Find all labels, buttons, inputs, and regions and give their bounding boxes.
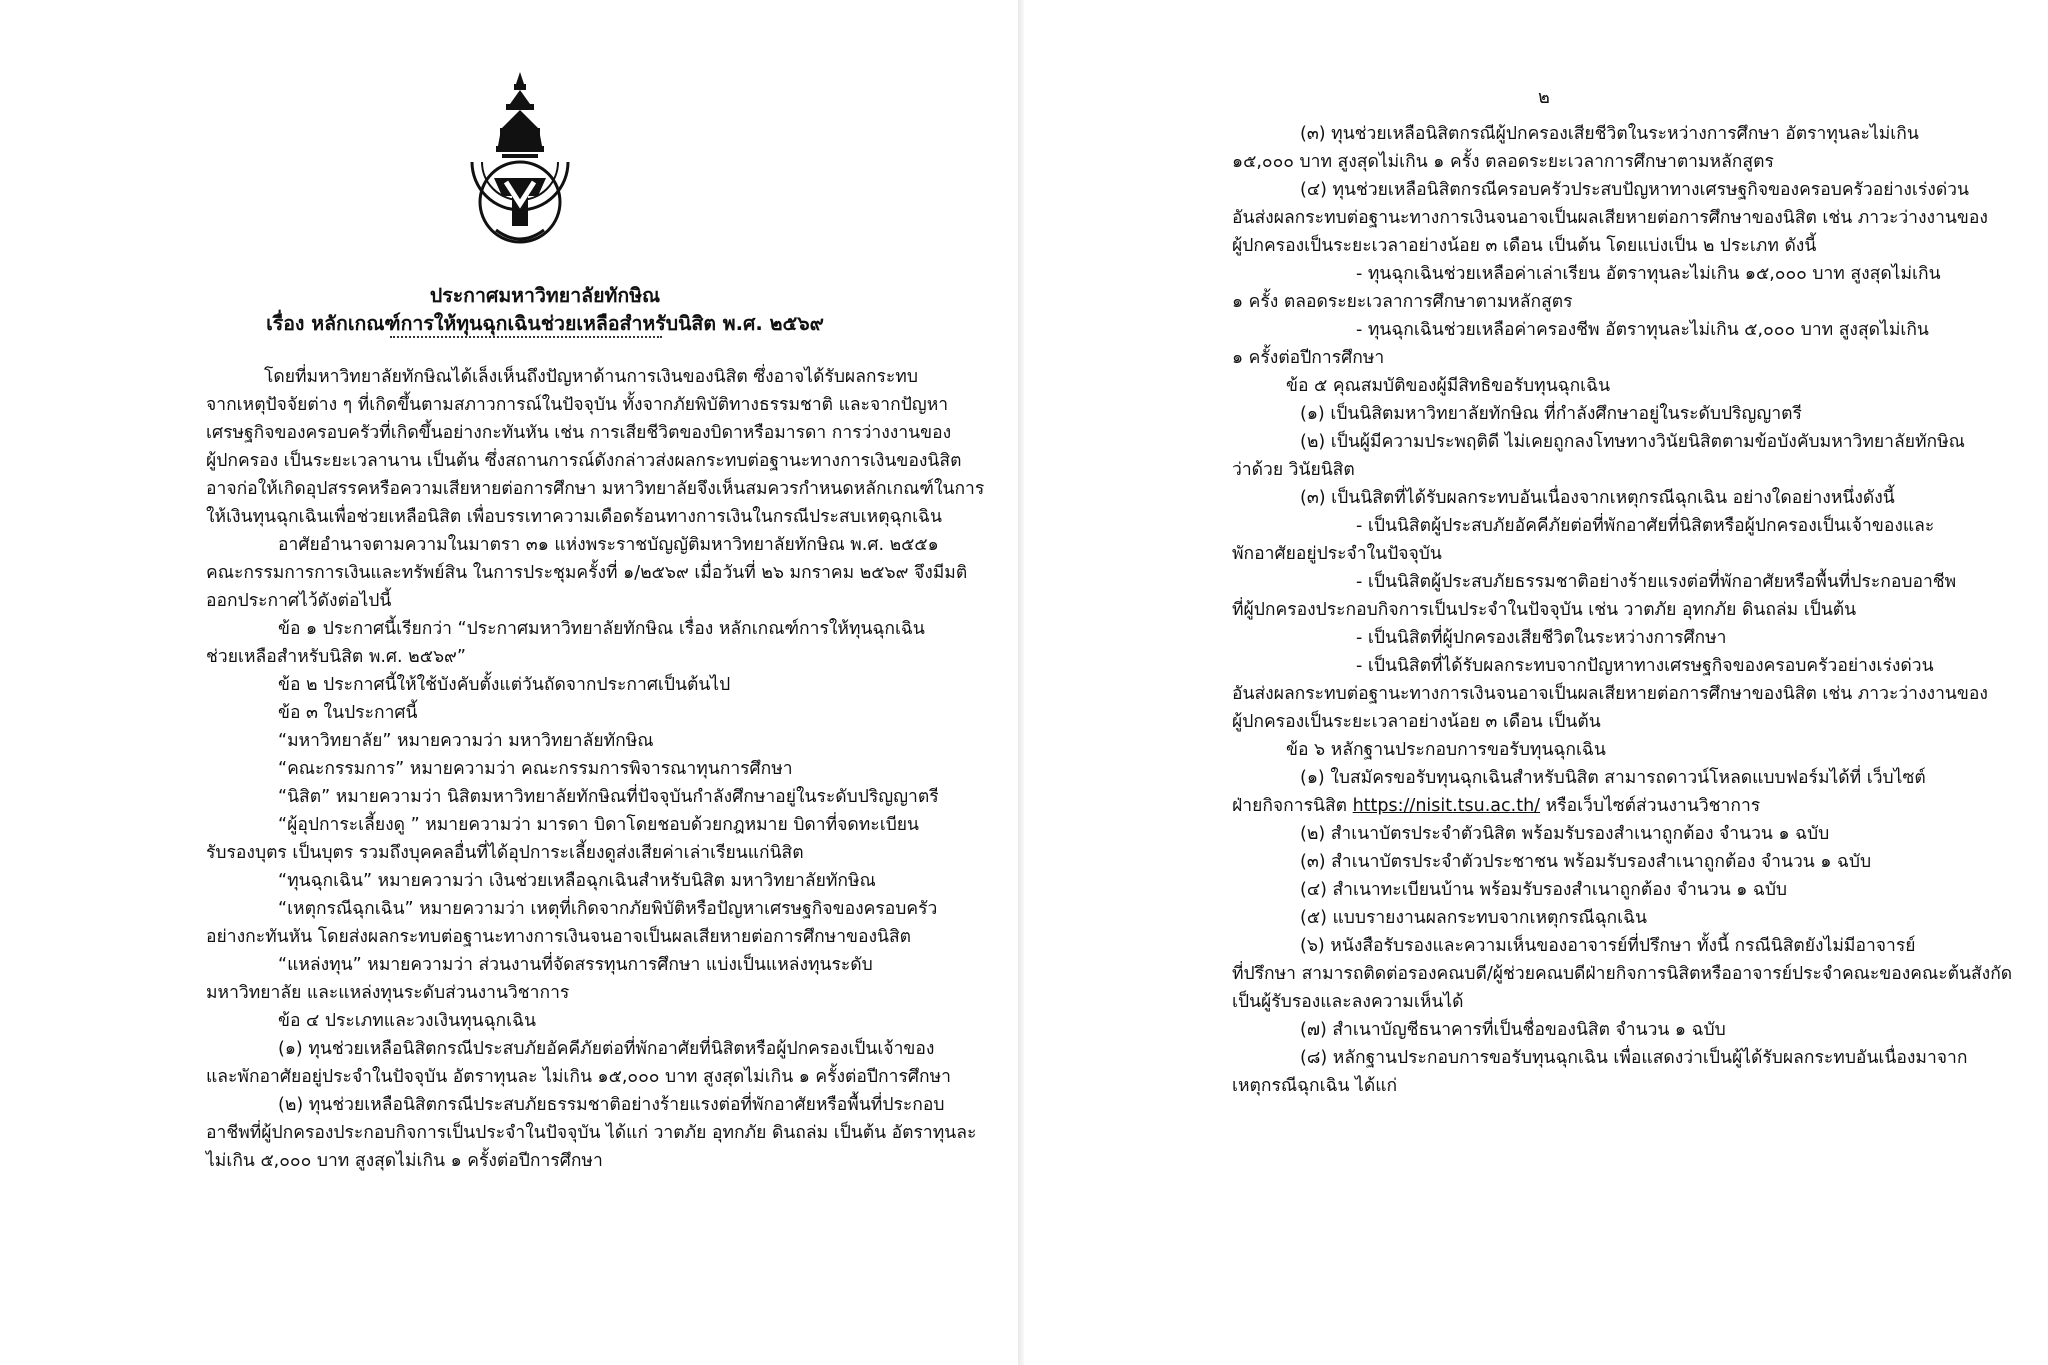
- link-suffix: หรือเว็บไซต์ส่วนงานวิชาการ: [1540, 796, 1761, 816]
- text-line: เหตุกรณีฉุกเฉิน ได้แก่: [1232, 1076, 1398, 1096]
- clause-3: ข้อ ๓ ในประกาศนี้: [278, 703, 418, 723]
- definition-line: “คณะกรรมการ” หมายความว่า คณะกรรมการพิจารณาทุนการศึกษา: [278, 759, 793, 779]
- clause-5: ข้อ ๕ คุณสมบัติของผู้มีสิทธิขอรับทุนฉุกเฉิน: [1286, 376, 1611, 396]
- announcement-subject: เรื่อง หลักเกณฑ์การให้ทุนฉุกเฉินช่วยเหลือสำหรับนิสิต พ.ศ. ๒๕๖๙: [266, 312, 824, 335]
- text-line: (๑) เป็นนิสิตมหาวิทยาลัยทักษิณ ที่กำลังศึกษาอยู่ในระดับปริญญาตรี: [1300, 404, 1802, 424]
- text-line: (๑) ใบสมัครขอรับทุนฉุกเฉินสำหรับนิสิต สามารถดาวน์โหลดแบบฟอร์มได้ที่ เว็บไซต์: [1300, 768, 1926, 788]
- text-line: อาชีพที่ผู้ปกครองประกอบกิจการเป็นประจำในปัจจุบัน ได้แก่ วาตภัย อุทกภัย ดินถล่ม เป็นต้น อัตราทุนละ: [206, 1123, 977, 1143]
- text-line: ที่ปรึกษา สามารถติดต่อรองคณบดี/ผู้ช่วยคณบดีฝ่ายกิจการนิสิตหรืออาจารย์ประจำคณะของคณะต้นสังกัด: [1232, 964, 2013, 984]
- text-line: อาจก่อให้เกิดอุปสรรคหรือความเสียหายต่อการศึกษา มหาวิทยาลัยจึงเห็นสมควรกำหนดหลักเกณฑ์ในการ: [206, 479, 985, 499]
- announcement-title: ประกาศมหาวิทยาลัยทักษิณ: [429, 284, 661, 307]
- text-line: ๑ ครั้ง ตลอดระยะเวลาการศึกษาตามหลักสูตร: [1232, 292, 1573, 312]
- text-line: ไม่เกิน ๕,๐๐๐ บาท สูงสุดไม่เกิน ๑ ครั้งต่อปีการศึกษา: [206, 1151, 603, 1171]
- text-line: - เป็นนิสิตที่ผู้ปกครองเสียชีวิตในระหว่างการศึกษา: [1356, 628, 1727, 648]
- text-line: [1232, 794, 1760, 818]
- page-1: [0, 0, 1018, 1365]
- text-line-prefix: ฝ่ายกิจการนิสิต: [1232, 796, 1348, 816]
- text-line: โดยที่มหาวิทยาลัยทักษิณได้เล็งเห็นถึงปัญหาด้านการเงินของนิสิต ซึ่งอาจได้รับผลกระทบ: [264, 367, 918, 387]
- text-line: พักอาศัยอยู่ประจำในปัจจุบัน: [1232, 544, 1442, 564]
- definition-line: “มหาวิทยาลัย” หมายความว่า มหาวิทยาลัยทักษิณ: [278, 731, 654, 751]
- text-line: - เป็นนิสิตผู้ประสบภัยอัคคีภัยต่อที่พักอาศัยที่นิสิตหรือผู้ปกครองเป็นเจ้าของและ: [1356, 516, 1935, 536]
- text-line: อย่างกะทันหัน โดยส่งผลกระทบต่อฐานะทางการเงินจนอาจเป็นผลเสียหายต่อการศึกษาของนิสิต: [206, 927, 912, 947]
- text-line: (๓) เป็นนิสิตที่ได้รับผลกระทบอันเนื่องจากเหตุกรณีฉุกเฉิน อย่างใดอย่างหนึ่งดังนี้: [1300, 488, 1895, 508]
- university-logo-icon: [450, 70, 590, 260]
- definition-line: “ทุนฉุกเฉิน” หมายความว่า เงินช่วยเหลือฉุกเฉินสำหรับนิสิต มหาวิทยาลัยทักษิณ: [278, 871, 876, 891]
- text-line: รับรองบุตร เป็นบุตร รวมถึงบุคคลอื่นที่ได้อุปการะเลี้ยงดูส่งเสียค่าเล่าเรียนแก่นิสิต: [206, 843, 804, 863]
- text-line: (๔) ทุนช่วยเหลือนิสิตกรณีครอบครัวประสบปัญหาทางเศรษฐกิจของครอบครัวอย่างเร่งด่วน: [1300, 180, 1969, 200]
- text-line: อันส่งผลกระทบต่อฐานะทางการเงินจนอาจเป็นผลเสียหายต่อการศึกษาของนิสิต เช่น ภาวะว่างงานของ: [1232, 208, 1988, 228]
- text-line: มหาวิทยาลัย และแหล่งทุนระดับส่วนงานวิชาการ: [206, 983, 570, 1003]
- page-number: ๒: [1538, 87, 1550, 108]
- text-line: (๗) สำเนาบัญชีธนาคารที่เป็นชื่อของนิสิต จำนวน ๑ ฉบับ: [1300, 1020, 1726, 1040]
- text-line: อาศัยอำนาจตามความในมาตรา ๓๑ แห่งพระราชบัญญัติมหาวิทยาลัยทักษิณ พ.ศ. ๒๕๕๑: [278, 535, 939, 555]
- definition-line: “เหตุกรณีฉุกเฉิน” หมายความว่า เหตุที่เกิดจากภัยพิบัติหรือปัญหาเศรษฐกิจของครอบครัว: [278, 899, 938, 919]
- text-line: - เป็นนิสิตผู้ประสบภัยธรรมชาติอย่างร้ายแรงต่อที่พักอาศัยหรือพื้นที่ประกอบอาชีพ: [1356, 572, 1957, 592]
- text-line: - ทุนฉุกเฉินช่วยเหลือค่าเล่าเรียน อัตราทุนละไม่เกิน ๑๕,๐๐๐ บาท สูงสุดไม่เกิน: [1356, 264, 1941, 284]
- text-line: เศรษฐกิจของครอบครัวที่เกิดขึ้นอย่างกะทันหัน เช่น การเสียชีวิตของบิดาหรือมารดา การว่างงานของ: [206, 423, 952, 443]
- text-line: ที่ผู้ปกครองประกอบกิจการเป็นประจำในปัจจุบัน เช่น วาตภัย อุทกภัย ดินถล่ม เป็นต้น: [1232, 600, 1857, 620]
- text-line: จากเหตุปัจจัยต่าง ๆ ที่เกิดขึ้นตามสภาวการณ์ในปัจจุบัน ทั้งจากภัยพิบัติทางธรรมชาติ และจากปัญหา: [206, 395, 949, 415]
- text-line: ผู้ปกครอง เป็นระยะเวลานาน เป็นต้น ซึ่งสถานการณ์ดังกล่าวส่งผลกระทบต่อฐานะทางการเงินของนิสิต: [206, 451, 962, 471]
- text-line: (๒) เป็นผู้มีความประพฤติดี ไม่เคยถูกลงโทษทางวินัยนิสิตตามข้อบังคับมหาวิทยาลัยทักษิณ: [1300, 432, 1965, 452]
- definition-line: “นิสิต” หมายความว่า นิสิตมหาวิทยาลัยทักษิณที่ปัจจุบันกำลังศึกษาอยู่ในระดับปริญญาตรี: [278, 787, 939, 807]
- text-line: ๑ ครั้งต่อปีการศึกษา: [1232, 348, 1385, 368]
- text-line: (๔) สำเนาทะเบียนบ้าน พร้อมรับรองสำเนาถูกต้อง จำนวน ๑ ฉบับ: [1300, 880, 1788, 900]
- clause-1: ข้อ ๑ ประกาศนี้เรียกว่า “ประกาศมหาวิทยาลัยทักษิณ เรื่อง หลักเกณฑ์การให้ทุนฉุกเฉิน: [278, 619, 925, 639]
- definition-line: “แหล่งทุน” หมายความว่า ส่วนงานที่จัดสรรทุนการศึกษา แบ่งเป็นแหล่งทุนระดับ: [278, 955, 873, 975]
- text-line: ให้เงินทุนฉุกเฉินเพื่อช่วยเหลือนิสิต เพื่อบรรเทาความเดือดร้อนทางการเงินในกรณีประสบเหตุฉุกเฉิน: [206, 507, 942, 527]
- text-line: (๑) ทุนช่วยเหลือนิสิตกรณีประสบภัยอัคคีภัยต่อที่พักอาศัยที่นิสิตหรือผู้ปกครองเป็นเจ้าของ: [278, 1039, 935, 1059]
- text-line: และพักอาศัยอยู่ประจำในปัจจุบัน อัตราทุนละ ไม่เกิน ๑๕,๐๐๐ บาท สูงสุดไม่เกิน ๑ ครั้งต่อปีการศึกษา: [206, 1067, 951, 1087]
- text-line: ช่วยเหลือสำหรับนิสิต พ.ศ. ๒๕๖๙”: [206, 647, 466, 667]
- text-line: (๕) แบบรายงานผลกระทบจากเหตุกรณีฉุกเฉิน: [1300, 908, 1647, 928]
- text-line: (๘) หลักฐานประกอบการขอรับทุนฉุกเฉิน เพื่อแสดงว่าเป็นผู้ได้รับผลกระทบอันเนื่องมาจาก: [1300, 1048, 1968, 1068]
- text-line: ๑๕,๐๐๐ บาท สูงสุดไม่เกิน ๑ ครั้ง ตลอดระยะเวลาการศึกษาตามหลักสูตร: [1232, 152, 1774, 172]
- dotted-divider: [390, 336, 662, 338]
- clause-4: ข้อ ๔ ประเภทและวงเงินทุนฉุกเฉิน: [278, 1011, 536, 1031]
- text-line: ผู้ปกครองเป็นระยะเวลาอย่างน้อย ๓ เดือน เป็นต้น โดยแบ่งเป็น ๒ ประเภท ดังนี้: [1232, 236, 1817, 256]
- text-line: ผู้ปกครองเป็นระยะเวลาอย่างน้อย ๓ เดือน เป็นต้น: [1232, 712, 1601, 732]
- clause-2: ข้อ ๒ ประกาศนี้ให้ใช้บังคับตั้งแต่วันถัดจากประกาศเป็นต้นไป: [278, 675, 731, 695]
- text-line: (๒) สำเนาบัตรประจำตัวนิสิต พร้อมรับรองสำเนาถูกต้อง จำนวน ๑ ฉบับ: [1300, 824, 1830, 844]
- text-line: - ทุนฉุกเฉินช่วยเหลือค่าครองชีพ อัตราทุนละไม่เกิน ๕,๐๐๐ บาท สูงสุดไม่เกิน: [1356, 320, 1929, 340]
- clause-6: ข้อ ๖ หลักฐานประกอบการขอรับทุนฉุกเฉิน: [1286, 740, 1606, 760]
- text-line: เป็นผู้รับรองและลงความเห็นได้: [1232, 992, 1464, 1012]
- text-line: (๒) ทุนช่วยเหลือนิสิตกรณีประสบภัยธรรมชาติอย่างร้ายแรงต่อที่พักอาศัยหรือพื้นที่ประกอบ: [278, 1095, 945, 1115]
- text-line: คณะกรรมการการเงินและทรัพย์สิน ในการประชุมครั้งที่ ๑/๒๕๖๙ เมื่อวันที่ ๒๖ มกราคม ๒๕๖๙ จึงมีมติ: [206, 563, 968, 583]
- text-line: (๓) ทุนช่วยเหลือนิสิตกรณีผู้ปกครองเสียชีวิตในระหว่างการศึกษา อัตราทุนละไม่เกิน: [1300, 124, 1919, 144]
- definition-line: “ผู้อุปการะเลี้ยงดู ” หมายความว่า มารดา บิดาโดยชอบด้วยกฎหมาย บิดาที่จดทะเบียน: [278, 815, 920, 835]
- text-line: (๖) หนังสือรับรองและความเห็นของอาจารย์ที่ปรึกษา ทั้งนี้ กรณีนิสิตยังไม่มีอาจารย์: [1300, 936, 1916, 956]
- nisit-website-link[interactable]: https://nisit.tsu.ac.th/: [1352, 796, 1541, 816]
- text-line: อันส่งผลกระทบต่อฐานะทางการเงินจนอาจเป็นผลเสียหายต่อการศึกษาของนิสิต เช่น ภาวะว่างงานของ: [1232, 684, 1988, 704]
- text-line: ว่าด้วย วินัยนิสิต: [1232, 460, 1355, 480]
- text-line: (๓) สำเนาบัตรประจำตัวประชาชน พร้อมรับรองสำเนาถูกต้อง จำนวน ๑ ฉบับ: [1300, 852, 1872, 872]
- text-line: ออกประกาศไว้ดังต่อไปนี้: [206, 591, 392, 611]
- text-line: - เป็นนิสิตที่ได้รับผลกระทบจากปัญหาทางเศรษฐกิจของครอบครัวอย่างเร่งด่วน: [1356, 656, 1934, 676]
